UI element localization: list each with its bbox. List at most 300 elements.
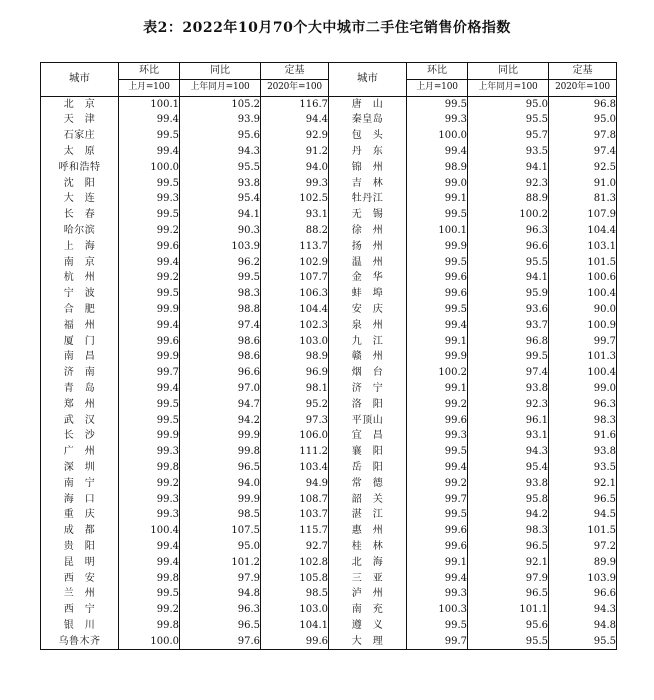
right-city-cell: 宜 昌 (329, 428, 407, 444)
left-mom-cell: 99.6 (119, 239, 180, 255)
right-city-cell: 金 华 (329, 270, 407, 286)
right-base-cell: 94.5 (549, 507, 617, 523)
left-yoy-cell: 95.0 (180, 539, 261, 555)
right-mom-cell: 99.5 (407, 618, 468, 634)
left-yoy-cell: 99.5 (180, 270, 261, 286)
right-city-cell: 泸 州 (329, 586, 407, 602)
right-base-cell: 101.5 (549, 255, 617, 271)
left-city-cell: 广 州 (41, 444, 119, 460)
right-base-cell: 98.3 (549, 413, 617, 429)
table-row (41, 270, 617, 286)
right-base-cell: 96.5 (549, 492, 617, 508)
right-yoy-cell: 95.4 (468, 460, 549, 476)
right-mom-cell: 99.5 (407, 255, 468, 271)
table-row (41, 365, 617, 381)
left-base-cell: 97.3 (261, 413, 329, 429)
left-mom-cell: 100.0 (119, 160, 180, 176)
left-base-cell: 103.4 (261, 460, 329, 476)
right-mom-cell: 99.6 (407, 270, 468, 286)
table-row (41, 444, 617, 460)
left-city-cell: 哈尔滨 (41, 223, 119, 239)
left-yoy-cell: 103.9 (180, 239, 261, 255)
left-base-cell: 105.8 (261, 571, 329, 587)
right-mom-cell: 99.6 (407, 523, 468, 539)
right-mom-cell: 99.3 (407, 428, 468, 444)
right-mom-cell: 99.7 (407, 492, 468, 508)
right-yoy-cell: 96.3 (468, 223, 549, 239)
right-mom-cell: 99.1 (407, 191, 468, 207)
left-mom-cell: 99.5 (119, 128, 180, 144)
left-mom-cell: 99.5 (119, 586, 180, 602)
left-city-cell: 贵 阳 (41, 539, 119, 555)
price-index-table (40, 62, 617, 650)
left-city-cell: 南 昌 (41, 349, 119, 365)
left-mom-cell: 99.5 (119, 176, 180, 192)
left-base-cell: 91.2 (261, 144, 329, 160)
table-row (41, 176, 617, 192)
left-base-cell: 111.2 (261, 444, 329, 460)
left-base-cell: 94.9 (261, 476, 329, 492)
right-yoy-cell: 96.5 (468, 539, 549, 555)
left-base-cell: 92.7 (261, 539, 329, 555)
right-base-cell: 99.0 (549, 381, 617, 397)
right-city-cell: 蚌 埠 (329, 286, 407, 302)
right-yoy-cell: 96.6 (468, 239, 549, 255)
right-yoy-cell: 99.5 (468, 349, 549, 365)
table-row (41, 539, 617, 555)
right-mom-cell: 99.5 (407, 507, 468, 523)
right-yoy-cell: 95.6 (468, 618, 549, 634)
right-base-cell: 81.3 (549, 191, 617, 207)
left-city-cell: 武 汉 (41, 413, 119, 429)
right-city-cell: 温 州 (329, 255, 407, 271)
right-mom-cell: 99.4 (407, 571, 468, 587)
right-city-cell: 包 头 (329, 128, 407, 144)
left-base-cell: 104.1 (261, 618, 329, 634)
right-city-cell: 湛 江 (329, 507, 407, 523)
left-base-cell: 106.0 (261, 428, 329, 444)
left-city-cell: 上 海 (41, 239, 119, 255)
table-row (41, 523, 617, 539)
left-base-cell: 88.2 (261, 223, 329, 239)
left-mom-cell: 99.4 (119, 255, 180, 271)
right-mom-cell: 99.0 (407, 176, 468, 192)
left-base-cell: 93.1 (261, 207, 329, 223)
table-row (41, 96, 617, 112)
table-row (41, 207, 617, 223)
right-city-cell: 三 亚 (329, 571, 407, 587)
right-city-cell: 韶 关 (329, 492, 407, 508)
left-city-cell: 福 州 (41, 318, 119, 334)
right-base-cell: 92.1 (549, 476, 617, 492)
right-city-cell: 牡丹江 (329, 191, 407, 207)
left-city-cell: 沈 阳 (41, 176, 119, 192)
left-base-cell: 103.0 (261, 602, 329, 618)
left-yoy-cell: 94.0 (180, 476, 261, 492)
right-mom-cell: 99.1 (407, 555, 468, 571)
left-base-cell: 102.9 (261, 255, 329, 271)
left-base-cell: 102.8 (261, 555, 329, 571)
left-yoy-cell: 98.3 (180, 286, 261, 302)
right-city-cell: 吉 林 (329, 176, 407, 192)
left-mom-cell: 99.4 (119, 144, 180, 160)
table-row (41, 334, 617, 350)
left-mom-cell: 99.6 (119, 334, 180, 350)
mom-base-left: 上月=100 (119, 79, 180, 96)
right-base-cell: 96.3 (549, 397, 617, 413)
left-mom-cell: 99.2 (119, 223, 180, 239)
left-mom-cell: 99.5 (119, 286, 180, 302)
left-base-cell: 103.7 (261, 507, 329, 523)
right-mom-cell: 99.6 (407, 413, 468, 429)
table-row (41, 507, 617, 523)
right-city-cell: 丹 东 (329, 144, 407, 160)
right-yoy-cell: 93.7 (468, 318, 549, 334)
table-row (41, 460, 617, 476)
left-yoy-cell: 96.2 (180, 255, 261, 271)
right-yoy-cell: 94.3 (468, 444, 549, 460)
left-mom-cell: 99.9 (119, 349, 180, 365)
table-row (41, 191, 617, 207)
right-base-cell: 97.8 (549, 128, 617, 144)
left-city-cell: 宁 波 (41, 286, 119, 302)
city-header-right: 城市 (329, 63, 407, 97)
table-row (41, 555, 617, 571)
left-base-cell: 102.5 (261, 191, 329, 207)
right-city-cell: 秦皇岛 (329, 112, 407, 128)
right-yoy-cell: 92.3 (468, 397, 549, 413)
table-row (41, 571, 617, 587)
right-mom-cell: 99.7 (407, 634, 468, 650)
left-city-cell: 太 原 (41, 144, 119, 160)
left-yoy-cell: 98.6 (180, 349, 261, 365)
right-yoy-cell: 94.1 (468, 270, 549, 286)
left-base-cell: 94.4 (261, 112, 329, 128)
right-base-cell: 100.4 (549, 365, 617, 381)
left-mom-cell: 99.4 (119, 112, 180, 128)
right-yoy-cell: 95.5 (468, 112, 549, 128)
left-yoy-cell: 97.4 (180, 318, 261, 334)
city-header-left: 城市 (41, 63, 119, 97)
left-city-cell: 南 宁 (41, 476, 119, 492)
right-city-cell: 洛 阳 (329, 397, 407, 413)
right-base-cell: 91.0 (549, 176, 617, 192)
right-base-cell: 100.9 (549, 318, 617, 334)
left-base-cell: 104.4 (261, 302, 329, 318)
left-yoy-cell: 95.6 (180, 128, 261, 144)
right-yoy-cell: 93.5 (468, 144, 549, 160)
left-base-cell: 98.5 (261, 586, 329, 602)
left-yoy-cell: 98.6 (180, 334, 261, 350)
left-yoy-cell: 96.5 (180, 618, 261, 634)
left-yoy-cell: 96.5 (180, 460, 261, 476)
left-mom-cell: 100.0 (119, 634, 180, 650)
right-yoy-cell: 88.9 (468, 191, 549, 207)
right-city-cell: 济 宁 (329, 381, 407, 397)
table-row (41, 349, 617, 365)
left-yoy-cell: 97.6 (180, 634, 261, 650)
right-base-cell: 100.6 (549, 270, 617, 286)
right-base-cell: 94.8 (549, 618, 617, 634)
right-mom-cell: 100.0 (407, 128, 468, 144)
right-mom-cell: 99.4 (407, 144, 468, 160)
left-city-cell: 青 岛 (41, 381, 119, 397)
right-mom-cell: 100.2 (407, 365, 468, 381)
right-city-cell: 锦 州 (329, 160, 407, 176)
left-city-cell: 天 津 (41, 112, 119, 128)
right-yoy-cell: 95.8 (468, 492, 549, 508)
left-city-cell: 长 春 (41, 207, 119, 223)
left-base-cell: 98.9 (261, 349, 329, 365)
right-city-cell: 唐 山 (329, 96, 407, 112)
right-mom-cell: 99.5 (407, 96, 468, 112)
left-mom-cell: 99.5 (119, 413, 180, 429)
right-city-cell: 桂 林 (329, 539, 407, 555)
left-mom-cell: 99.4 (119, 555, 180, 571)
right-base-cell: 97.2 (549, 539, 617, 555)
left-yoy-cell: 97.0 (180, 381, 261, 397)
right-mom-cell: 99.1 (407, 334, 468, 350)
right-yoy-cell: 93.8 (468, 476, 549, 492)
left-city-cell: 重 庆 (41, 507, 119, 523)
right-mom-cell: 99.4 (407, 460, 468, 476)
table-row (41, 413, 617, 429)
table-row (41, 239, 617, 255)
right-city-cell: 平顶山 (329, 413, 407, 429)
left-base-cell: 115.7 (261, 523, 329, 539)
left-yoy-cell: 101.2 (180, 555, 261, 571)
left-yoy-cell: 99.9 (180, 428, 261, 444)
left-yoy-cell: 98.8 (180, 302, 261, 318)
left-city-cell: 兰 州 (41, 586, 119, 602)
right-mom-cell: 99.6 (407, 539, 468, 555)
right-yoy-cell: 96.1 (468, 413, 549, 429)
left-yoy-cell: 95.5 (180, 160, 261, 176)
left-base-cell: 99.6 (261, 634, 329, 650)
right-mom-cell: 99.5 (407, 302, 468, 318)
left-yoy-cell: 90.3 (180, 223, 261, 239)
left-mom-cell: 99.3 (119, 191, 180, 207)
table-row (41, 302, 617, 318)
left-mom-cell: 99.3 (119, 507, 180, 523)
right-city-cell: 岳 阳 (329, 460, 407, 476)
right-mom-cell: 98.9 (407, 160, 468, 176)
table-row (41, 397, 617, 413)
left-yoy-cell: 94.1 (180, 207, 261, 223)
left-yoy-cell: 94.2 (180, 413, 261, 429)
right-yoy-cell: 93.1 (468, 428, 549, 444)
left-yoy-cell: 99.9 (180, 492, 261, 508)
right-base-cell: 103.9 (549, 571, 617, 587)
right-yoy-cell: 93.6 (468, 302, 549, 318)
right-yoy-cell: 95.0 (468, 96, 549, 112)
left-yoy-cell: 94.8 (180, 586, 261, 602)
right-yoy-cell: 96.8 (468, 334, 549, 350)
left-city-cell: 昆 明 (41, 555, 119, 571)
table-row (41, 144, 617, 160)
left-yoy-cell: 93.8 (180, 176, 261, 192)
left-city-cell: 杭 州 (41, 270, 119, 286)
left-yoy-cell: 94.3 (180, 144, 261, 160)
left-mom-cell: 99.2 (119, 270, 180, 286)
left-city-cell: 合 肥 (41, 302, 119, 318)
left-city-cell: 大 连 (41, 191, 119, 207)
right-yoy-cell: 92.3 (468, 176, 549, 192)
right-mom-cell: 99.6 (407, 286, 468, 302)
left-city-cell: 乌鲁木齐 (41, 634, 119, 650)
right-yoy-cell: 97.4 (468, 365, 549, 381)
left-city-cell: 海 口 (41, 492, 119, 508)
left-yoy-cell: 107.5 (180, 523, 261, 539)
left-mom-cell: 99.9 (119, 302, 180, 318)
left-city-cell: 郑 州 (41, 397, 119, 413)
mom-header-right: 环比 (407, 63, 468, 80)
left-base-cell: 102.3 (261, 318, 329, 334)
right-base-cell: 96.6 (549, 586, 617, 602)
left-city-cell: 石家庄 (41, 128, 119, 144)
left-yoy-cell: 97.9 (180, 571, 261, 587)
right-base-cell: 101.5 (549, 523, 617, 539)
left-base-cell: 95.2 (261, 397, 329, 413)
table-row (41, 128, 617, 144)
left-mom-cell: 99.4 (119, 381, 180, 397)
right-mom-cell: 99.9 (407, 239, 468, 255)
table-row (41, 634, 617, 650)
left-mom-cell: 99.7 (119, 365, 180, 381)
right-mom-cell: 99.4 (407, 318, 468, 334)
right-yoy-cell: 97.9 (468, 571, 549, 587)
table-row (41, 586, 617, 602)
right-mom-cell: 99.5 (407, 207, 468, 223)
right-yoy-cell: 95.9 (468, 286, 549, 302)
right-base-cell: 104.4 (549, 223, 617, 239)
left-mom-cell: 100.1 (119, 96, 180, 112)
left-city-cell: 西 宁 (41, 602, 119, 618)
yoy-header-left: 同比 (180, 63, 261, 80)
table-row (41, 602, 617, 618)
left-yoy-cell: 105.2 (180, 96, 261, 112)
yoy-header-right: 同比 (468, 63, 549, 80)
left-mom-cell: 99.3 (119, 444, 180, 460)
right-yoy-cell: 95.5 (468, 634, 549, 650)
table-row (41, 255, 617, 271)
left-city-cell: 银 川 (41, 618, 119, 634)
left-base-cell: 108.7 (261, 492, 329, 508)
right-base-cell: 99.7 (549, 334, 617, 350)
right-mom-cell: 99.1 (407, 381, 468, 397)
right-city-cell: 赣 州 (329, 349, 407, 365)
right-city-cell: 襄 阳 (329, 444, 407, 460)
right-base-cell: 107.9 (549, 207, 617, 223)
right-mom-cell: 99.5 (407, 444, 468, 460)
left-city-cell: 西 安 (41, 571, 119, 587)
right-yoy-cell: 96.5 (468, 586, 549, 602)
right-city-cell: 泉 州 (329, 318, 407, 334)
table-row (41, 223, 617, 239)
yoy-base-left: 上年同月=100 (180, 79, 261, 96)
right-mom-cell: 99.2 (407, 476, 468, 492)
right-mom-cell: 99.3 (407, 112, 468, 128)
right-city-cell: 大 理 (329, 634, 407, 650)
right-base-cell: 100.4 (549, 286, 617, 302)
left-city-cell: 长 沙 (41, 428, 119, 444)
right-city-cell: 九 江 (329, 334, 407, 350)
left-mom-cell: 99.8 (119, 618, 180, 634)
right-yoy-cell: 94.1 (468, 160, 549, 176)
base-year-left: 2020年=100 (261, 79, 329, 96)
left-base-cell: 116.7 (261, 96, 329, 112)
right-city-cell: 南 充 (329, 602, 407, 618)
right-city-cell: 烟 台 (329, 365, 407, 381)
right-yoy-cell: 94.2 (468, 507, 549, 523)
right-base-cell: 92.5 (549, 160, 617, 176)
left-base-cell: 98.1 (261, 381, 329, 397)
right-city-cell: 安 庆 (329, 302, 407, 318)
right-base-cell: 93.5 (549, 460, 617, 476)
right-base-cell: 90.0 (549, 302, 617, 318)
left-yoy-cell: 96.3 (180, 602, 261, 618)
right-city-cell: 惠 州 (329, 523, 407, 539)
left-base-cell: 106.3 (261, 286, 329, 302)
left-mom-cell: 99.2 (119, 602, 180, 618)
left-mom-cell: 99.5 (119, 207, 180, 223)
page-title: 表2：2022年10月70个大中城市二手住宅销售价格指数 (143, 20, 511, 36)
right-city-cell: 遵 义 (329, 618, 407, 634)
left-city-cell: 北 京 (41, 96, 119, 112)
right-city-cell: 徐 州 (329, 223, 407, 239)
right-city-cell: 扬 州 (329, 239, 407, 255)
left-city-cell: 南 京 (41, 255, 119, 271)
table-row (41, 618, 617, 634)
table-row (41, 112, 617, 128)
right-base-cell: 97.4 (549, 144, 617, 160)
right-yoy-cell: 98.3 (468, 523, 549, 539)
left-yoy-cell: 98.5 (180, 507, 261, 523)
left-city-cell: 成 都 (41, 523, 119, 539)
left-yoy-cell: 94.7 (180, 397, 261, 413)
left-yoy-cell: 96.6 (180, 365, 261, 381)
right-base-cell: 95.0 (549, 112, 617, 128)
base-header-left: 定基 (261, 63, 329, 80)
right-base-cell: 93.8 (549, 444, 617, 460)
right-base-cell: 103.1 (549, 239, 617, 255)
right-base-cell: 101.3 (549, 349, 617, 365)
right-base-cell: 91.6 (549, 428, 617, 444)
right-yoy-cell: 101.1 (468, 602, 549, 618)
table-row (41, 428, 617, 444)
right-mom-cell: 99.2 (407, 397, 468, 413)
right-base-cell: 95.5 (549, 634, 617, 650)
right-yoy-cell: 93.8 (468, 381, 549, 397)
left-mom-cell: 100.4 (119, 523, 180, 539)
mom-base-right: 上月=100 (407, 79, 468, 96)
base-year-right: 2020年=100 (549, 79, 617, 96)
left-base-cell: 94.0 (261, 160, 329, 176)
left-base-cell: 107.7 (261, 270, 329, 286)
left-mom-cell: 99.2 (119, 476, 180, 492)
left-city-cell: 济 南 (41, 365, 119, 381)
right-yoy-cell: 95.5 (468, 255, 549, 271)
right-city-cell: 常 德 (329, 476, 407, 492)
left-city-cell: 呼和浩特 (41, 160, 119, 176)
header-row (41, 63, 617, 80)
right-mom-cell: 100.3 (407, 602, 468, 618)
left-mom-cell: 99.3 (119, 492, 180, 508)
left-mom-cell: 99.8 (119, 571, 180, 587)
mom-header-left: 环比 (119, 63, 180, 80)
left-base-cell: 92.9 (261, 128, 329, 144)
table-row (41, 160, 617, 176)
